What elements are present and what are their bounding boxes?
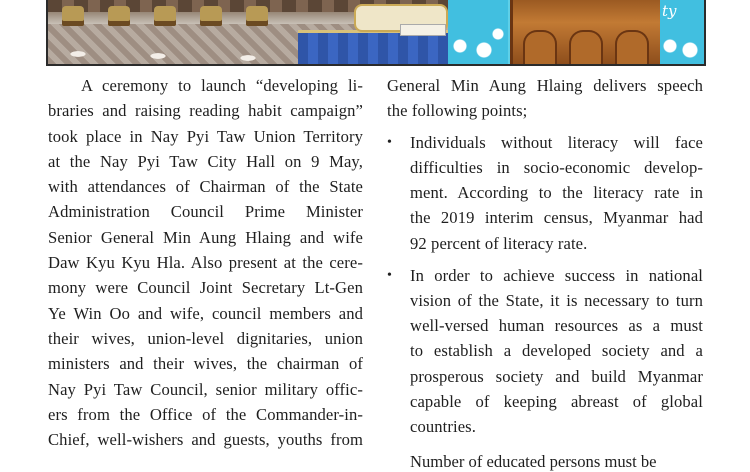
podium-arch-panel bbox=[615, 30, 649, 64]
article-line: their wives, union-level dignitaries, union bbox=[48, 328, 363, 348]
point-line: well-versed human resources as a must bbox=[410, 316, 703, 336]
hall-table bbox=[400, 24, 446, 36]
article-line: Chief, well-wishers and guests, youths from bbox=[48, 430, 363, 450]
intro-line: the following points; bbox=[387, 101, 528, 121]
right-column bbox=[387, 73, 703, 440]
hall-chair bbox=[154, 6, 176, 26]
point-line: capable of keeping abreast of global bbox=[410, 392, 703, 412]
cut-off-line: Number of educated persons must be bbox=[410, 452, 657, 471]
speech-point bbox=[387, 130, 703, 256]
podium-arch-panel bbox=[569, 30, 603, 64]
point-line: difficulties in socio-economic develop- bbox=[410, 157, 703, 177]
stage-banner-text: ty bbox=[662, 2, 677, 20]
point-line: 92 percent of literacy rate. bbox=[410, 233, 588, 253]
article-line: Administration Council Prime Minister bbox=[48, 202, 363, 222]
ceremony-hall-photo bbox=[48, 0, 448, 64]
bullet-icon: • bbox=[387, 267, 393, 283]
point-line: the 2019 interim census, Myanmar had bbox=[410, 208, 703, 228]
wooden-podium bbox=[510, 0, 666, 64]
hall-chair bbox=[200, 6, 222, 26]
article-line: Daw Kyu Kyu Hla. Also present at the cere- bbox=[48, 253, 363, 273]
point-line: to establish a developed society and a bbox=[410, 341, 703, 361]
article-line: at the Nay Pyi Taw City Hall on 9 May, bbox=[48, 151, 363, 171]
left-column bbox=[48, 73, 363, 452]
article-line: ers from the Office of the Commander-in- bbox=[48, 404, 363, 424]
article-line: mony were Council Joint Secretary Lt-Gen bbox=[48, 278, 363, 298]
point-line: ment. According to the literacy rate in bbox=[410, 183, 703, 203]
article-line: took place in Nay Pyi Taw Union Territory bbox=[48, 126, 363, 146]
speech-points-list bbox=[387, 130, 703, 440]
article-line: braries and raising reading habit campaign” bbox=[48, 101, 363, 121]
photo-strip bbox=[46, 0, 706, 66]
article-line: A ceremony to launch “developing li- bbox=[81, 76, 363, 95]
intro-line: General Min Aung Hlaing delivers speech bbox=[387, 76, 703, 95]
article-line: Senior General Min Aung Hlaing and wife bbox=[48, 227, 363, 247]
article-line: ministers and their wives, the chairman of bbox=[48, 354, 363, 374]
hall-chair bbox=[108, 6, 130, 26]
article-line: Nay Pyi Taw Council, senior military offic- bbox=[48, 379, 363, 399]
stage-backdrop-left bbox=[448, 0, 508, 64]
hall-chair bbox=[246, 6, 268, 26]
point-line: vision of the State, it is necessary to turn bbox=[410, 290, 703, 310]
podium-photo bbox=[448, 0, 704, 64]
point-line: Individuals without literacy will face bbox=[410, 132, 703, 152]
hall-chair bbox=[62, 6, 84, 26]
point-line: countries. bbox=[410, 417, 476, 437]
point-line: In order to achieve success in national bbox=[410, 265, 703, 285]
podium-arch-panel bbox=[523, 30, 557, 64]
speech-point bbox=[387, 263, 703, 440]
article-line: Ye Win Oo and wife, council members and bbox=[48, 303, 363, 323]
bullet-icon: • bbox=[387, 134, 393, 150]
point-line: prosperous society and build Myanmar bbox=[410, 366, 703, 386]
article-line: with attendances of Chairman of the State bbox=[48, 177, 363, 197]
